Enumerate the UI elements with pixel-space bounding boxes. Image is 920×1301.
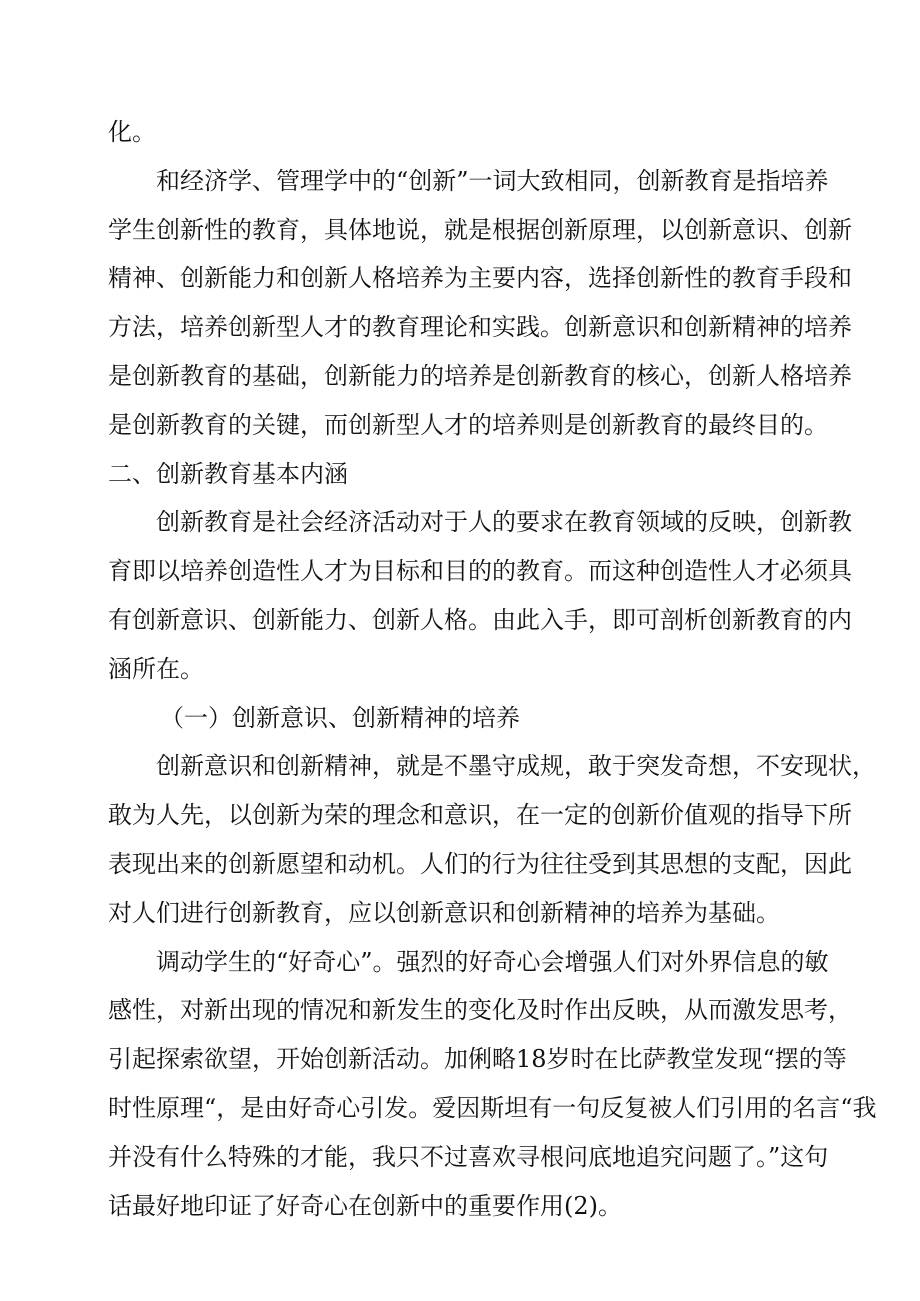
section-heading: 二、创新教育基本内涵	[108, 459, 348, 488]
text-line: 学生创新性的教育，具体地说，就是根据创新原理，以创新意识、创新	[108, 215, 852, 244]
text-line: 话最好地印证了好奇心在创新中的重要作用(2)。	[108, 1191, 622, 1220]
text-line: 涵所在。	[108, 654, 204, 683]
text-line: 是创新教育的关键，而创新型人才的培养则是创新教育的最终目的。	[108, 410, 828, 439]
paragraph-first-line: 创新教育是社会经济活动对于人的要求在教育领域的反映，创新教	[156, 508, 852, 537]
text-line: 方法，培养创新型人才的教育理论和实践。创新意识和创新精神的培养	[108, 313, 852, 342]
text-line: 并没有什么特殊的才能，我只不过喜欢寻根问底地追究问题了。”这句	[108, 1142, 829, 1171]
paragraph-first-line: 创新意识和创新精神，就是不墨守成规，敢于突发奇想，不安现状，	[156, 752, 876, 781]
subsection-heading: （一）创新意识、创新精神的培养	[160, 703, 520, 732]
text-line: 精神、创新能力和创新人格培养为主要内容，选择创新性的教育手段和	[108, 264, 852, 293]
text-line: 是创新教育的基础，创新能力的培养是创新教育的核心，创新人格培养	[108, 361, 852, 390]
text-line: 化。	[108, 118, 156, 146]
paragraph-first-line: 调动学生的“好奇心”。强烈的好奇心会增强人们对外界信息的敏	[156, 947, 829, 976]
text-line: 感性，对新出现的情况和新发生的变化及时作出反映，从而激发思考，	[108, 996, 852, 1025]
paragraph-first-line: 和经济学、管理学中的“创新”一词大致相同，创新教育是指培养	[156, 166, 829, 195]
text-line: 引起探索欲望，开始创新活动。加俐略18岁时在比萨教堂发现“摆的等	[108, 1045, 847, 1074]
text-line: 有创新意识、创新能力、创新人格。由此入手，即可剖析创新教育的内	[108, 605, 852, 634]
text-line: 对人们进行创新教育，应以创新意识和创新精神的培养为基础。	[108, 898, 780, 927]
document-body	[108, 108, 877, 1230]
text-line: 时性原理“，是由好奇心引发。爱因斯坦有一句反复被人们引用的名言“我	[108, 1093, 877, 1122]
text-line: 敢为人先，以创新为荣的理念和意识，在一定的创新价值观的指导下所	[108, 801, 852, 830]
text-line: 育即以培养创造性人才为目标和目的的教育。而这种创造性人才必须具	[108, 557, 852, 586]
text-line: 表现出来的创新愿望和动机。人们的行为往往受到其思想的支配，因此	[108, 849, 852, 878]
